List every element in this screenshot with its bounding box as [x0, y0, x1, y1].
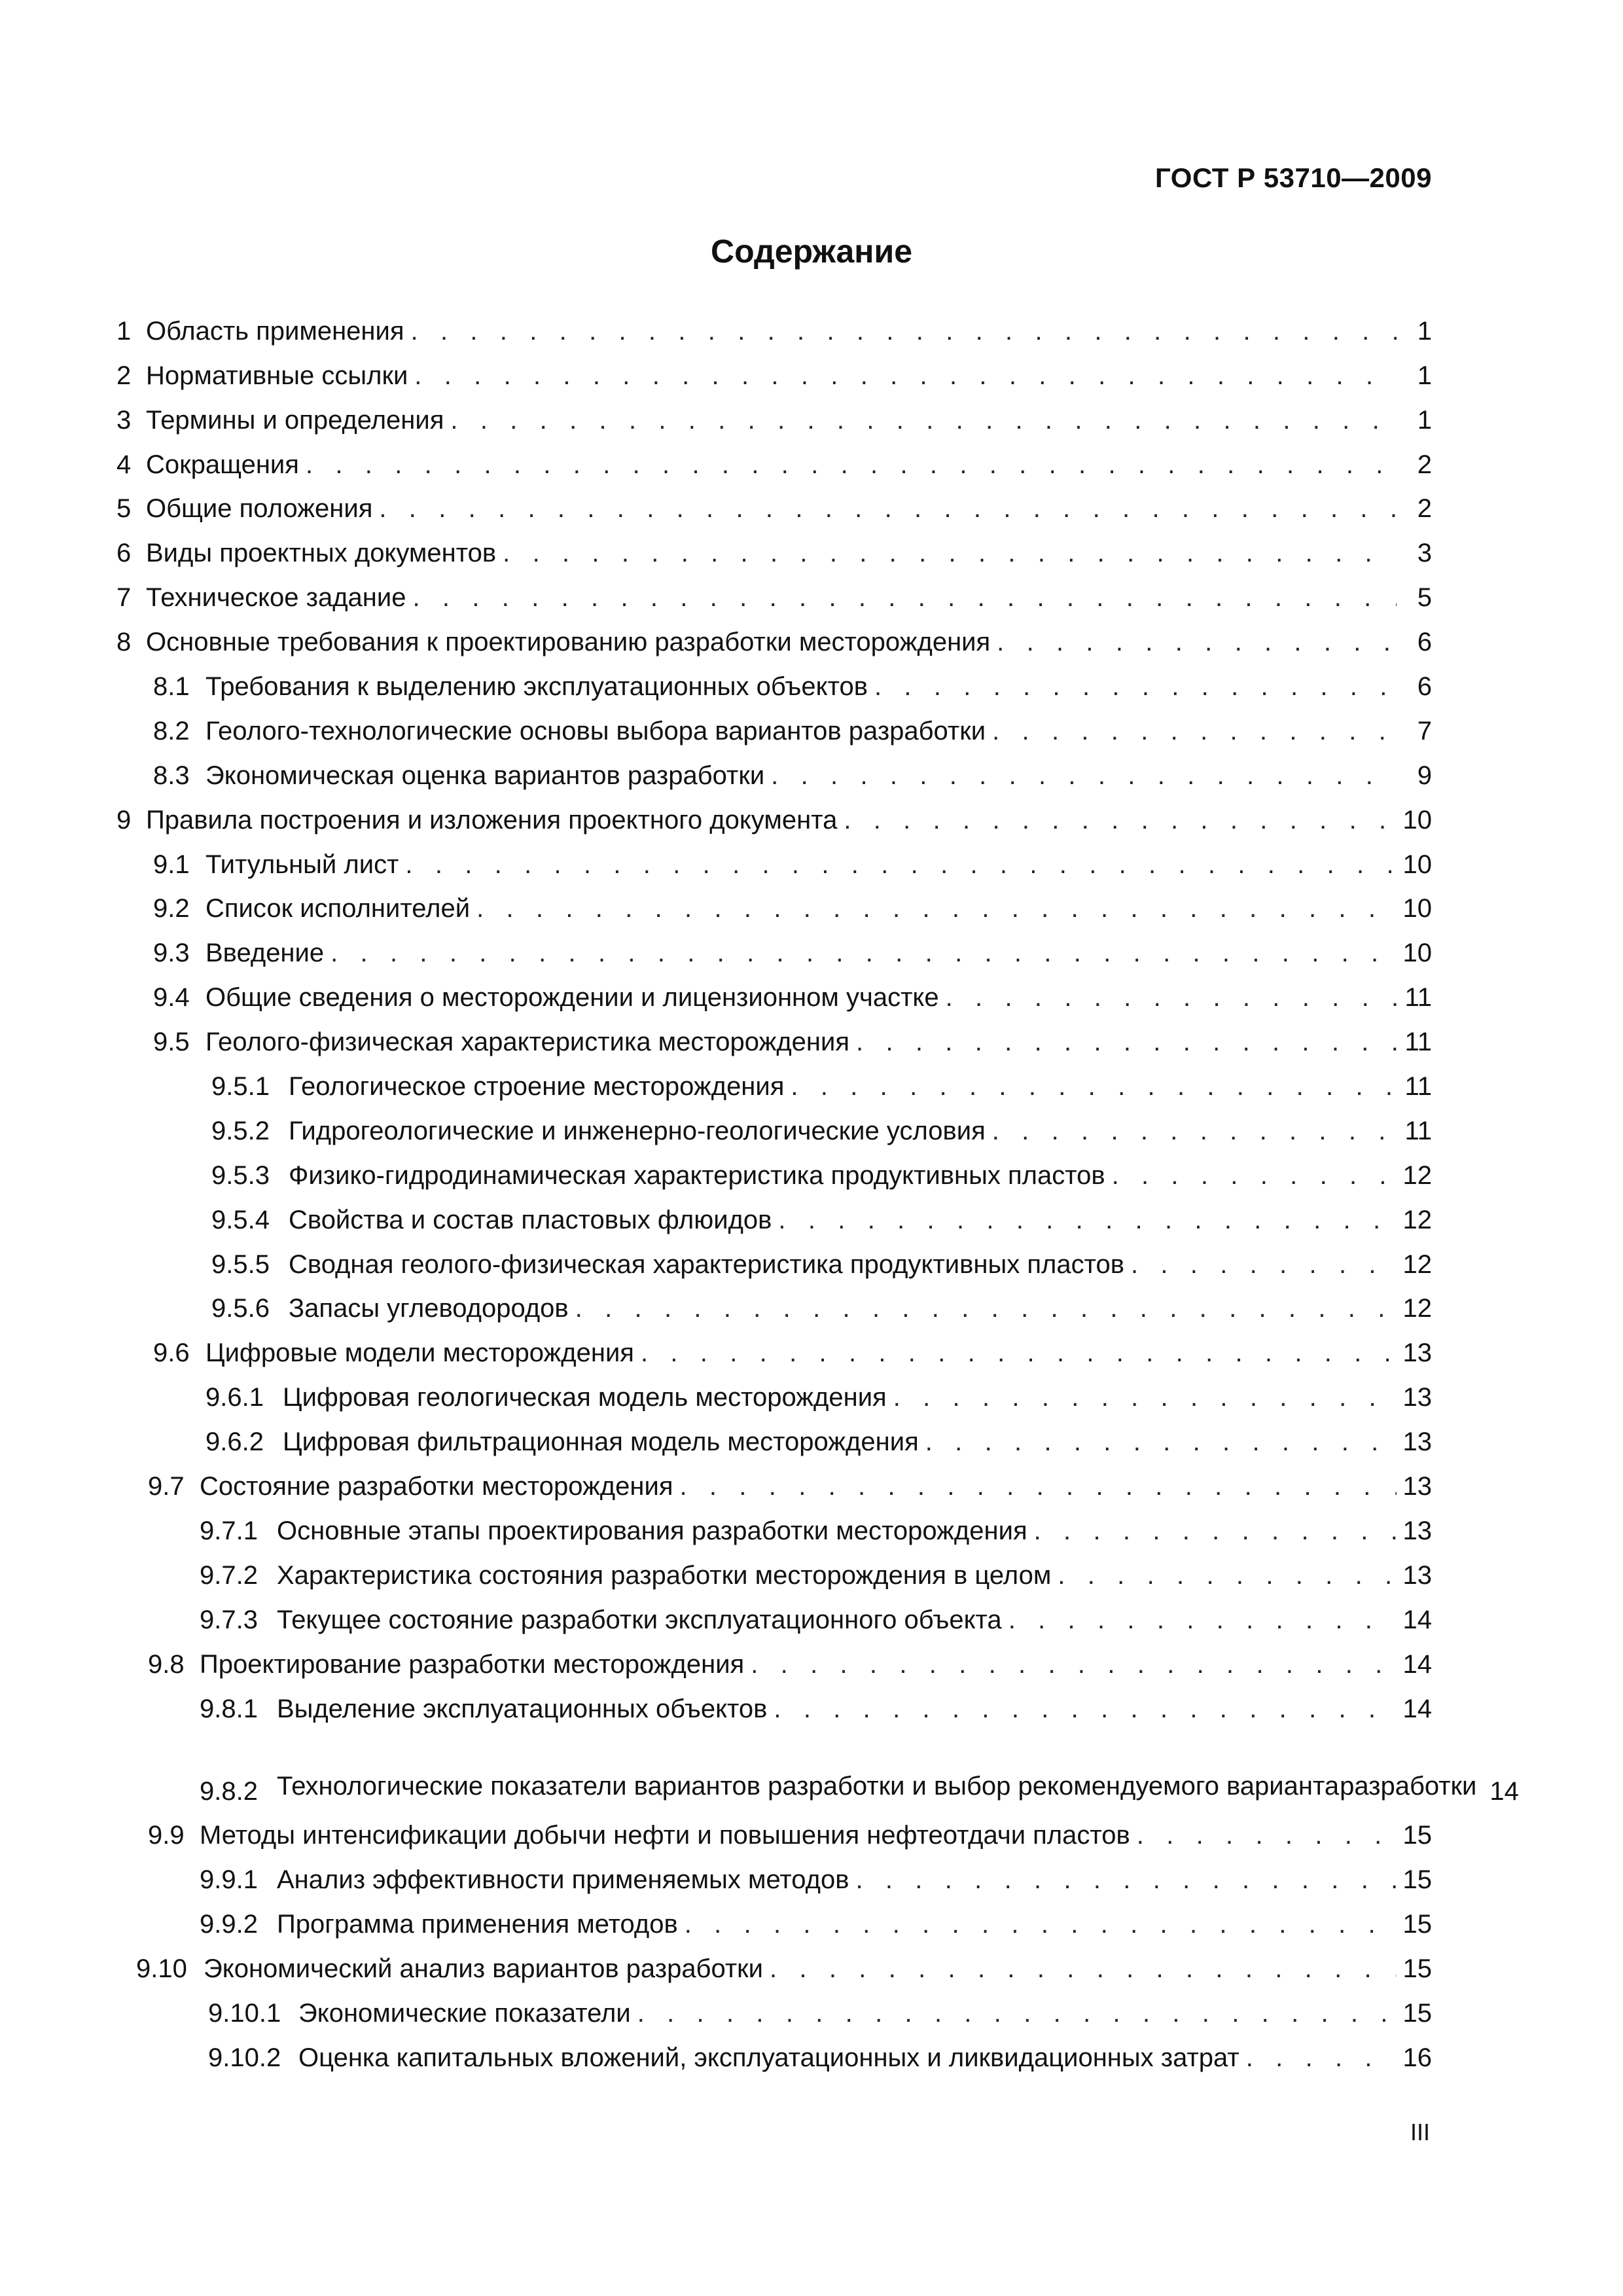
toc-entry-number: 9 [116, 805, 132, 834]
toc-entry-number: 9.5 [153, 1028, 190, 1057]
toc-dot-leader [450, 404, 1397, 436]
toc-entry[interactable] [116, 1375, 1432, 1420]
toc-entry-number: 9.4 [153, 983, 190, 1013]
toc-entry[interactable] [116, 1198, 1432, 1242]
toc-entry-title: Физико-гидродинамическая характеристика продуктивных пластов [289, 1160, 1105, 1190]
toc-entry-page: 14 [1402, 1694, 1432, 1723]
toc-entry[interactable] [116, 753, 1432, 798]
toc-entry-title-line1: Технологические показатели вариантов разработки и выбор рекомендуемого варианта [277, 1771, 1340, 1801]
document-id: ГОСТ Р 53710—2009 [1155, 162, 1432, 193]
toc-entry-title: Программа применения методов [277, 1910, 678, 1939]
toc-entry-page: 13 [1402, 1516, 1432, 1545]
toc-entry-page: 13 [1402, 1472, 1432, 1501]
toc-entry-title: Введение [205, 939, 325, 968]
toc-entry-page: 1 [1417, 361, 1432, 390]
toc-entry-title: Экономические показатели [298, 1998, 631, 2028]
toc-entry-number: 9.5.3 [211, 1160, 270, 1190]
toc-entry-page: 10 [1402, 894, 1432, 924]
toc-entry-title: Цифровые модели месторождения [205, 1338, 634, 1368]
toc-entry[interactable] [116, 1331, 1432, 1375]
toc-dot-leader [946, 982, 1397, 1013]
toc-entry-title: Характеристика состояния разработки месторождения в целом [277, 1560, 1052, 1590]
toc-entry-page: 15 [1402, 1998, 1432, 2028]
toc-entry-title: Выделение эксплуатационных объектов [277, 1694, 768, 1723]
toc-entry-number: 8 [116, 628, 132, 657]
toc-entry-number: 2 [116, 361, 132, 390]
toc-dot-leader [503, 537, 1397, 569]
toc-dot-leader [771, 760, 1397, 791]
toc-dot-leader [893, 1382, 1397, 1413]
toc-entry-number: 9.7 [148, 1472, 185, 1501]
toc-dot-leader [575, 1293, 1397, 1324]
toc-dot-leader [791, 1071, 1397, 1102]
toc-entry[interactable] [116, 309, 1432, 353]
toc-entry-number: 8.3 [153, 761, 190, 790]
toc-entry-title: Экономическая оценка вариантов разработки [205, 761, 765, 790]
toc-entry-title: Свойства и состав пластовых флюидов [289, 1205, 772, 1234]
toc-entry[interactable] [116, 620, 1432, 664]
toc-dot-leader [778, 1204, 1396, 1236]
toc-entry-number: 4 [116, 450, 132, 479]
toc-entry-number: 9.10.1 [208, 1998, 281, 2028]
toc-entry-title: Общие сведения о месторождении и лицензионном участке [205, 983, 939, 1013]
toc-entry[interactable] [116, 709, 1432, 753]
toc-entry[interactable] [116, 887, 1432, 931]
toc-entry-page: 13 [1402, 1338, 1432, 1368]
toc-entry-title: Геолого-технологические основы выбора вариантов разработки [205, 716, 986, 745]
toc-dot-leader [844, 804, 1396, 836]
toc-entry-title: Виды проектных документов [146, 539, 497, 568]
toc-entry-title: Техническое задание [146, 583, 406, 613]
toc-entry-page: 12 [1402, 1205, 1432, 1234]
toc-entry-page: 13 [1402, 1427, 1432, 1457]
toc-dot-leader [1034, 1515, 1397, 1547]
toc-entry-title: Состояние разработки месторождения [200, 1472, 673, 1501]
toc-entry-number: 5 [116, 494, 132, 524]
toc-dot-leader [641, 1337, 1397, 1369]
toc-entry-page: 5 [1417, 583, 1432, 613]
toc-entry[interactable] [116, 798, 1432, 842]
toc-dot-leader [330, 937, 1396, 969]
toc-entry-page: 1 [1417, 316, 1432, 346]
toc-dot-leader [751, 1649, 1396, 1680]
table-of-contents [116, 309, 1519, 2080]
toc-entry[interactable] [116, 1420, 1432, 1464]
toc-dot-leader [856, 1026, 1397, 1058]
toc-dot-leader [992, 1115, 1397, 1147]
toc-entry-number: 9.5.5 [211, 1249, 270, 1279]
toc-entry-number: 9.6.2 [205, 1427, 264, 1457]
toc-entry-page: 12 [1402, 1160, 1432, 1190]
toc-entry-page: 12 [1402, 1249, 1432, 1279]
toc-entry-page: 13 [1402, 1560, 1432, 1590]
toc-entry-number: 3 [116, 405, 132, 435]
page-number: III [1410, 2119, 1430, 2145]
toc-dot-leader [1137, 1820, 1397, 1851]
toc-entry-number: 9.6.1 [205, 1383, 264, 1412]
toc-entry-number: 9.8.2 [200, 1776, 258, 1806]
toc-dot-leader [476, 893, 1396, 924]
toc-entry-title [277, 1766, 1476, 1807]
toc-dot-leader [1131, 1249, 1397, 1280]
toc-entry-page: 11 [1404, 983, 1432, 1013]
toc-dot-leader [874, 671, 1397, 702]
toc-entry-page: 14 [1402, 1649, 1432, 1679]
toc-dot-leader [379, 493, 1397, 524]
toc-dot-leader [1246, 2042, 1397, 2073]
toc-entry-page: 7 [1417, 716, 1432, 745]
toc-dot-leader [306, 449, 1397, 480]
toc-entry[interactable] [116, 575, 1432, 620]
toc-entry[interactable] [116, 1687, 1432, 1731]
toc-entry-title: Титульный лист [205, 850, 399, 879]
toc-entry[interactable] [116, 1731, 1519, 1814]
toc-entry-title: Список исполнителей [205, 894, 471, 924]
toc-entry-title: Общие положения [146, 494, 373, 524]
toc-entry[interactable] [116, 664, 1432, 709]
toc-entry-title: Гидрогеологические и инженерно-геологические условия [289, 1116, 986, 1145]
toc-entry-page: 1 [1417, 405, 1432, 435]
toc-entry[interactable] [116, 1109, 1432, 1153]
toc-entry[interactable] [116, 353, 1432, 398]
toc-entry-number: 9.7.2 [200, 1560, 258, 1590]
toc-dot-leader [774, 1693, 1396, 1725]
toc-entry-title: Основные требования к проектированию разработки месторождения [146, 628, 991, 657]
toc-dot-leader [925, 1426, 1397, 1458]
toc-entry-page: 3 [1417, 539, 1432, 568]
toc-entry-number: 6 [116, 539, 132, 568]
toc-dot-leader [412, 582, 1397, 613]
toc-entry[interactable] [116, 1642, 1432, 1687]
toc-entry-page: 15 [1402, 1954, 1432, 1984]
toc-dot-leader [1112, 1160, 1397, 1191]
toc-entry-title: Запасы углеводородов [289, 1294, 569, 1323]
toc-entry[interactable] [116, 1598, 1432, 1642]
toc-entry[interactable] [116, 2036, 1432, 2080]
toc-entry-title: Проектирование разработки месторождения [200, 1649, 745, 1679]
toc-entry[interactable] [116, 1287, 1432, 1331]
toc-entry[interactable] [116, 1464, 1432, 1509]
toc-entry-page: 11 [1404, 1072, 1432, 1102]
toc-entry[interactable] [116, 1814, 1432, 1858]
toc-entry[interactable] [116, 487, 1432, 531]
toc-entry[interactable] [116, 1064, 1432, 1109]
toc-entry-number: 8.2 [153, 716, 190, 745]
toc-entry-number: 9.5.6 [211, 1294, 270, 1323]
toc-entry-title: Правила построения и изложения проектного документа [146, 805, 838, 834]
toc-entry-page: 12 [1402, 1294, 1432, 1323]
toc-entry[interactable] [116, 842, 1432, 887]
toc-entry-number: 9.7.1 [200, 1516, 258, 1545]
toc-entry-number: 9.10.2 [208, 2043, 281, 2072]
toc-entry-title: Оценка капитальных вложений, эксплуатационных и ликвидационных затрат [298, 2043, 1240, 2072]
toc-entry-page: 6 [1417, 672, 1432, 702]
toc-entry-number: 9.7.3 [200, 1605, 258, 1634]
toc-entry-number: 9.5.4 [211, 1205, 270, 1234]
toc-entry-page: 16 [1402, 2043, 1432, 2072]
toc-entry-number: 8.1 [153, 672, 190, 702]
toc-entry-number: 7 [116, 583, 132, 613]
toc-entry[interactable] [116, 1153, 1432, 1198]
toc-dot-leader [679, 1471, 1396, 1502]
toc-entry-number: 9.9 [148, 1821, 185, 1850]
toc-dot-leader [992, 715, 1397, 747]
toc-entry-title: Экономический анализ вариантов разработки [204, 1954, 763, 1984]
toc-entry[interactable] [116, 442, 1432, 487]
toc-entry-number: 9.9.1 [200, 1865, 258, 1895]
toc-entry-title: Термины и определения [146, 405, 444, 435]
toc-entry-page: 10 [1402, 939, 1432, 968]
toc-entry-number: 9.1 [153, 850, 190, 879]
toc-entry-title: Цифровая геологическая модель месторождения [283, 1383, 887, 1412]
toc-entry[interactable] [116, 531, 1432, 575]
toc-entry-page: 6 [1417, 628, 1432, 657]
toc-entry-page: 15 [1402, 1910, 1432, 1939]
toc-entry-title: Геолого-физическая характеристика месторождения [205, 1028, 850, 1057]
toc-entry-page: 15 [1402, 1865, 1432, 1895]
toc-entry-page: 14 [1402, 1605, 1432, 1634]
toc-entry-title: Нормативные ссылки [146, 361, 408, 390]
toc-entry-title: Текущее состояние разработки эксплуатационного объекта [277, 1605, 1002, 1634]
toc-dot-leader [414, 360, 1397, 391]
toc-entry-title: Анализ эффективности применяемых методов [277, 1865, 849, 1895]
toc-entry-title: Цифровая фильтрационная модель месторождения [283, 1427, 919, 1457]
toc-entry-title: Сводная геолого-физическая характеристика продуктивных пластов [289, 1249, 1124, 1279]
toc-entry-page: 15 [1402, 1821, 1432, 1850]
toc-entry-page: 10 [1402, 850, 1432, 879]
toc-entry[interactable] [116, 1020, 1432, 1064]
toc-entry[interactable] [116, 975, 1432, 1020]
toc-dot-leader [770, 1953, 1397, 1984]
toc-entry-number: 9.8.1 [200, 1694, 258, 1723]
toc-entry-title-line2: разработки [1340, 1771, 1477, 1801]
toc-dot-leader [1058, 1560, 1396, 1591]
toc-entry-page: 2 [1417, 450, 1432, 479]
toc-entry-number: 1 [116, 316, 132, 346]
toc-entry-page: 14 [1489, 1776, 1519, 1806]
toc-dot-leader [405, 849, 1396, 880]
toc-entry-number: 9.5.1 [211, 1072, 270, 1102]
toc-entry-title: Требования к выделению эксплуатационных объектов [205, 672, 868, 702]
toc-entry-title: Геологическое строение месторождения [289, 1072, 785, 1102]
toc-entry-title: Основные этапы проектирования разработки месторождения [277, 1516, 1027, 1545]
toc-entry-title: Область применения [146, 316, 404, 346]
toc-entry[interactable] [116, 1991, 1432, 2036]
toc-entry[interactable] [116, 398, 1432, 442]
toc-entry-number: 9.5.2 [211, 1116, 270, 1145]
toc-dot-leader [997, 626, 1397, 658]
toc-entry[interactable] [116, 1902, 1432, 1946]
toc-dot-leader [637, 1998, 1397, 2029]
toc-entry[interactable] [116, 1857, 1432, 1902]
toc-dot-leader [685, 1909, 1397, 1940]
toc-entry[interactable] [116, 1553, 1432, 1598]
toc-entry-number: 9.8 [148, 1649, 185, 1679]
toc-entry-number: 9.2 [153, 894, 190, 924]
toc-dot-leader [1008, 1604, 1397, 1636]
toc-entry-page: 13 [1402, 1383, 1432, 1412]
toc-entry-page: 11 [1404, 1116, 1432, 1145]
toc-dot-leader [855, 1864, 1396, 1895]
toc-entry-number: 9.10 [136, 1954, 187, 1984]
toc-entry-title: Сокращения [146, 450, 299, 479]
toc-entry[interactable] [116, 1509, 1432, 1553]
toc-entry-page: 10 [1402, 805, 1432, 834]
toc-entry[interactable] [116, 1242, 1432, 1287]
toc-entry-page: 2 [1417, 494, 1432, 524]
toc-entry-page: 11 [1404, 1028, 1432, 1057]
toc-entry[interactable] [116, 1946, 1432, 1991]
toc-dot-leader [411, 315, 1397, 347]
toc-entry-number: 9.6 [153, 1338, 190, 1368]
toc-entry-page: 9 [1417, 761, 1432, 790]
page-title: Содержание [710, 233, 913, 270]
toc-entry-number: 9.9.2 [200, 1910, 258, 1939]
toc-entry[interactable] [116, 931, 1432, 975]
toc-entry-title: Методы интенсификации добычи нефти и повышения нефтеотдачи пластов [200, 1821, 1130, 1850]
toc-entry-number: 9.3 [153, 939, 190, 968]
